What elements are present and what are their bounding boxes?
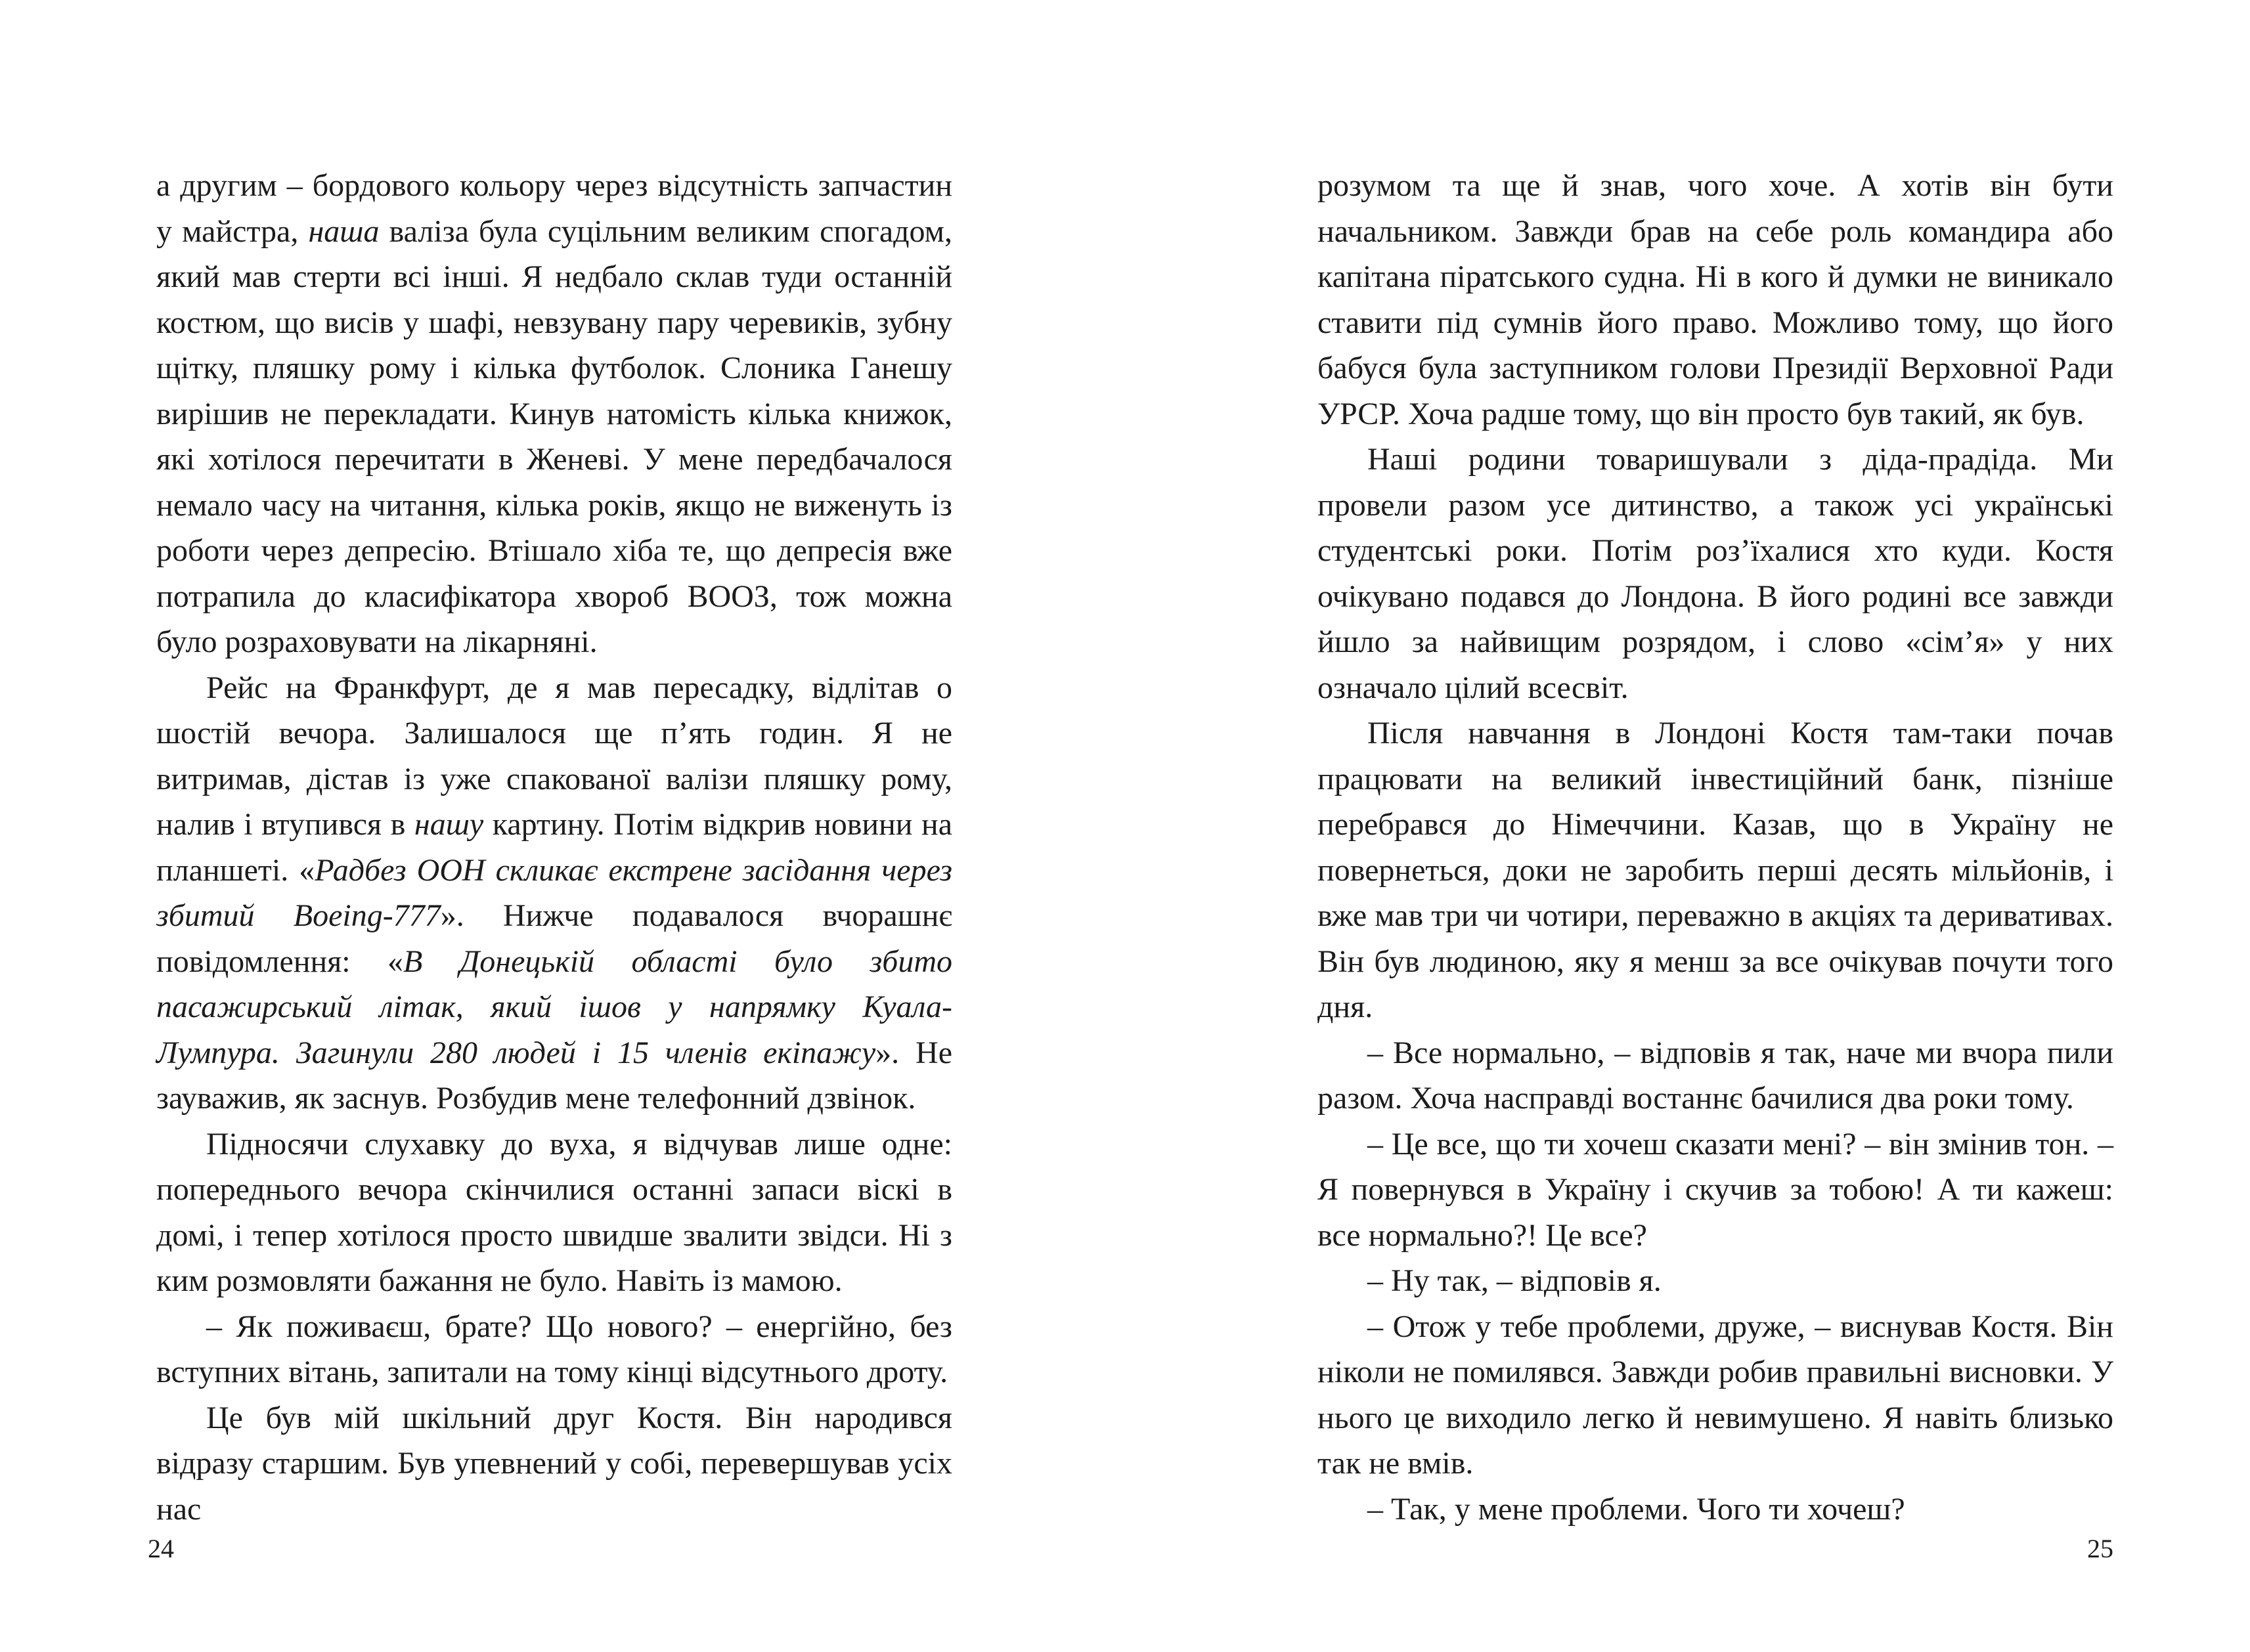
paragraph: [1317, 163, 2113, 437]
text-run: розумом та ще й знав, чого хоче. А хотів він бути начальником. Завжди брав на себе роль командира або капітана піратського судна. Ні в кого й думки не виникало ставити під сумнів його право. Можливо тому, що його бабуся була заступником голови Президії Верховної Ради УРСР. Хоча радше тому, що він просто був такий, як був.: [1317, 168, 2113, 431]
text-run: Наші родини товаришували з діда-прадіда. Ми провели разом усе дитинство, а також усі українські студентські роки. Потім роз’їхалися хто куди. Костя очікувано подався до Лондона. В його родині все завжди йшло за найвищим розрядом, і слово «сім’я» у них означало цілий всесвіт.: [1317, 442, 2113, 705]
text-run: – Все нормально, – відповів я так, наче ми вчора пили разом. Хоча насправді востаннє бачилися два роки тому.: [1317, 1035, 2113, 1116]
paragraph: [156, 1395, 952, 1532]
paragraph: [1317, 1304, 2113, 1487]
text-run: – Так, у мене проблеми. Чого ти хочеш?: [1367, 1491, 1905, 1527]
text-run: картину. Потім відкрив новини на планшеті. «: [156, 807, 953, 888]
right-page-text: [1317, 163, 2113, 1532]
italic-run: В Донецькій області було збито пасажирський літак, який ішов у напрямку Куала-Лумпура. Загинули 280 людей і 15 членів екіпажу: [156, 944, 952, 1070]
text-run: – Це все, що ти хочеш сказати мені? – він змінив тон. – Я повернувся в Україну і скучив за тобою! А ти кажеш: все нормально?! Це все?: [1317, 1126, 2113, 1253]
page-number: 25: [2087, 1534, 2113, 1563]
paragraph: [1317, 1030, 2113, 1121]
left-page-text: [156, 163, 952, 1532]
italic-run: нашу: [414, 807, 484, 842]
paragraph: [1317, 710, 2113, 1030]
paragraph: [156, 163, 952, 665]
italic-run: Радбез ООН скликає екстрене засідання через збитий Boeing-777: [156, 852, 952, 933]
italic-run: наша: [308, 213, 380, 249]
text-run: Після навчання в Лондоні Костя там-таки почав працювати на великий інвестиційний банк, пізніше перебрався до Німеччини. Казав, що в Україну не повернеться, доки не заробить перші десять мільйонів, і вже мав три чи чотири, переважно в акціях та деривативах. Він був людиною, яку я менш за все очікував почути того дня.: [1317, 716, 2113, 1024]
text-run: валіза була суцільним великим спогадом, який мав стерти всі інші. Я недбало склав туди останній костюм, що висів у шафі, невзувану пару черевиків, зубну щітку, пляшку рому і кілька футболок. Слоника Ганешу вирішив не перекладати. Кинув натомість кілька книжок, які хотілося перечитати в Женеві. У мене передбачалося немало часу на читання, кілька років, якщо не виженуть із роботи через депресію. Втішало хіба те, що депресія вже потрапила до класифікатора хвороб ВООЗ, тож можна було розраховувати на лікарняні.: [156, 213, 953, 659]
paragraph: [1317, 1121, 2113, 1259]
paragraph: [1317, 1258, 2113, 1304]
text-run: Підносячи слухавку до вуха, я відчував лише одне: попереднього вечора скінчилися останні запаси віскі в домі, і тепер хотілося просто швидше звалити звідси. Ні з ким розмовляти бажання не було. Навіть із мамою.: [156, 1126, 952, 1298]
text-run: – Ну так, – відповів я.: [1367, 1263, 1662, 1298]
paragraph: [156, 1121, 952, 1304]
text-run: ». Не зауважив, як заснув. Розбудив мене телефонний дзвінок.: [156, 1035, 953, 1116]
text-run: Це був мій шкільний друг Костя. Він народився відразу старшим. Був упевнений у собі, перевершував усіх нас: [156, 1400, 952, 1527]
paragraph: [156, 1304, 952, 1395]
text-run: – Як поживаєш, брате? Що нового? – енергійно, без вступних вітань, запитали на тому кінці відсутнього дроту.: [156, 1309, 952, 1389]
paragraph: [156, 665, 952, 1121]
paragraph: [1317, 1487, 2113, 1532]
paragraph: [1317, 437, 2113, 710]
page-number: 24: [148, 1534, 174, 1563]
right-page: [1125, 0, 2250, 1652]
text-run: а другим – бордового кольору через відсутність запчастин у майстра,: [156, 168, 952, 249]
text-run: ». Нижче подавалося вчорашнє повідомлення: «: [156, 898, 952, 979]
text-run: – Отож у тебе проблеми, друже, – виснував Костя. Він ніколи не помилявся. Завжди робив правильні висновки. У нього це виходило легко й невимушено. Я навіть близько так не вмів.: [1317, 1309, 2113, 1481]
text-run: Рейс на Франкфурт, де я мав пересадку, відлітав о шостій вечора. Залишалося ще п’ять годин. Я не витримав, дістав із уже спакованої валізи пляшку рому, налив і втупився в: [156, 670, 952, 842]
